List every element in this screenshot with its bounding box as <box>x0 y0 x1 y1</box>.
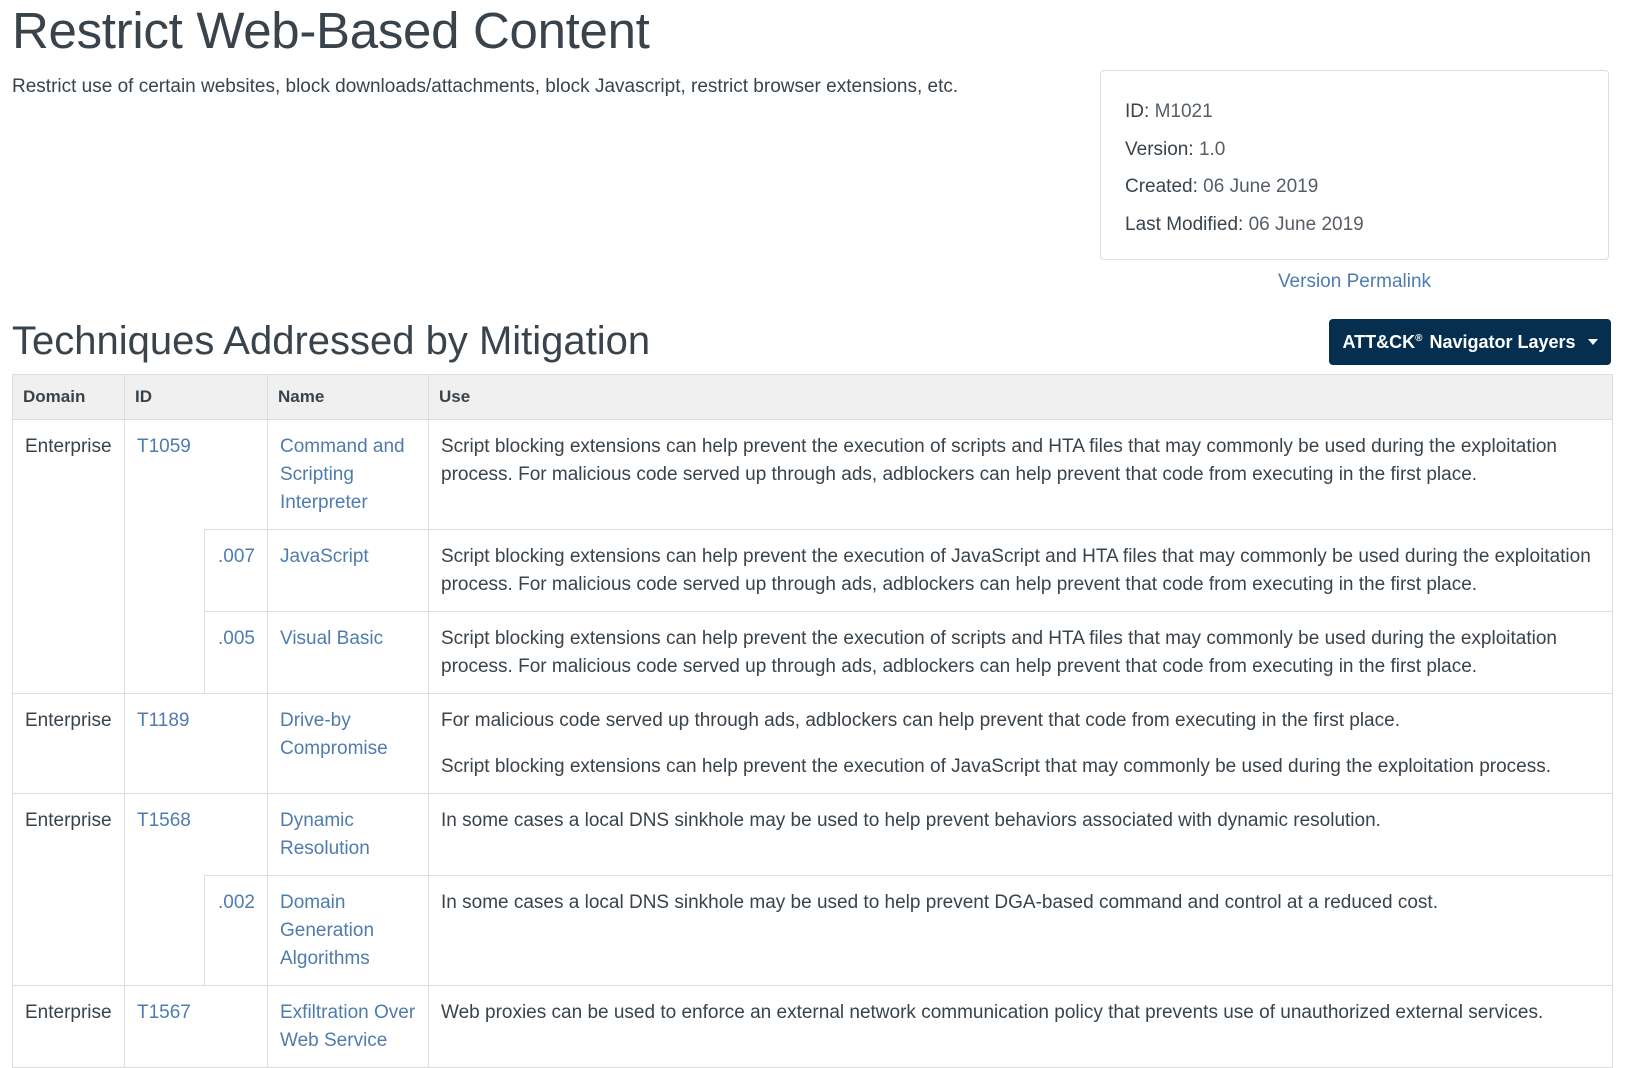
navigator-label-rest: Navigator Layers <box>1429 331 1576 352</box>
version-value: 1.0 <box>1198 138 1226 160</box>
domain-cell-empty <box>13 530 125 612</box>
card-modified-row <box>1125 206 1584 244</box>
technique-name-link[interactable]: JavaScript <box>280 546 369 567</box>
technique-name-cell <box>268 694 429 794</box>
technique-id-link[interactable]: T1189 <box>137 710 190 731</box>
navigator-layers-button[interactable] <box>1329 319 1611 365</box>
version-permalink-link[interactable]: Version Permalink <box>1277 271 1432 292</box>
use-cell <box>429 612 1613 694</box>
technique-id-cell <box>125 694 268 794</box>
subtechnique-id-cell <box>205 530 268 612</box>
technique-id-cell <box>125 420 268 530</box>
technique-id-cell <box>125 794 268 876</box>
technique-name-link[interactable]: Drive-by Compromise <box>280 710 388 759</box>
header-name: Name <box>268 375 429 420</box>
created-value: 06 June 2019 <box>1203 176 1319 197</box>
card-version-row <box>1125 131 1584 169</box>
technique-name-cell <box>268 794 429 876</box>
subtechnique-id-cell <box>205 612 268 694</box>
registered-mark: ® <box>1415 332 1423 344</box>
id-cell-empty <box>125 612 205 694</box>
use-text: In some cases a local DNS sinkhole may be used to help prevent DGA-based command and control at a reduced cost. <box>441 892 1438 913</box>
card-id-row <box>1125 93 1584 131</box>
modified-value: 06 June 2019 <box>1248 213 1364 235</box>
use-cell <box>429 986 1613 1068</box>
modified-label: Last Modified: <box>1125 213 1244 235</box>
header-domain: Domain <box>13 375 125 420</box>
use-cell <box>429 694 1613 794</box>
mitigation-description: Restrict use of certain websites, block downloads/attachments, block Javascript, restrict browser extensions, etc. <box>12 76 959 97</box>
domain-cell-empty <box>13 876 125 986</box>
subtechnique-id-link[interactable]: .002 <box>218 892 255 913</box>
id-label: ID: <box>1125 101 1150 122</box>
id-value: M1021 <box>1154 101 1213 122</box>
technique-name-cell <box>268 420 429 530</box>
technique-name-link[interactable]: Command and Scripting Interpreter <box>280 436 405 513</box>
subtechnique-id-link[interactable]: .007 <box>218 546 255 567</box>
header-use: Use <box>429 375 1613 420</box>
technique-name-link[interactable]: Exfiltration Over Web Service <box>280 1002 416 1051</box>
domain-cell: Enterprise <box>13 986 125 1068</box>
created-label: Created: <box>1125 176 1198 197</box>
table-row <box>13 612 1613 694</box>
technique-id-link[interactable]: T1567 <box>137 1002 191 1023</box>
use-text: Web proxies can be used to enforce an external network communication policy that prevents use of unauthorized external services. <box>441 1002 1544 1023</box>
technique-name-cell <box>268 530 429 612</box>
technique-id-link[interactable]: T1568 <box>137 810 191 831</box>
header-id: ID <box>125 375 268 420</box>
domain-cell: Enterprise <box>13 420 125 530</box>
use-text: Script blocking extensions can help prevent the execution of JavaScript that may commonly be used during the exploitation process. <box>441 756 1552 777</box>
use-cell <box>429 794 1613 876</box>
table-row <box>13 986 1613 1068</box>
info-card <box>1100 70 1609 260</box>
domain-cell: Enterprise <box>13 794 125 876</box>
section-title: Techniques Addressed by Mitigation <box>12 319 651 363</box>
navigator-label-main: ATT&CK <box>1342 331 1416 352</box>
use-cell <box>429 530 1613 612</box>
use-cell <box>429 876 1613 986</box>
technique-name-cell <box>268 612 429 694</box>
card-created-row <box>1125 168 1584 206</box>
version-label: Version: <box>1125 138 1194 160</box>
technique-name-link[interactable]: Dynamic Resolution <box>280 810 370 859</box>
use-cell <box>429 420 1613 530</box>
use-text: Script blocking extensions can help prevent the execution of scripts and HTA files that may commonly be used during the exploitation process. For malicious code served up through ads, adblockers can help prevent that code from executing in the first place. <box>441 628 1557 677</box>
use-text: Script blocking extensions can help prevent the execution of JavaScript and HTA files that may commonly be used during the exploitation process. For malicious code served up through ads, adblockers can help prevent that code from executing in the first place. <box>441 546 1591 595</box>
technique-name-link[interactable]: Domain Generation Algorithms <box>280 892 375 969</box>
table-row <box>13 420 1613 530</box>
technique-id-link[interactable]: T1059 <box>137 436 191 457</box>
technique-name-cell <box>268 876 429 986</box>
technique-id-cell <box>125 986 268 1068</box>
technique-name-link[interactable]: Visual Basic <box>280 628 384 649</box>
table-row <box>13 694 1613 794</box>
technique-name-cell <box>268 986 429 1068</box>
use-text: Script blocking extensions can help prevent the execution of scripts and HTA files that may commonly be used during the exploitation process. For malicious code served up through ads, adblockers can help prevent that code from executing in the first place. <box>441 436 1557 485</box>
subtechnique-id-cell <box>205 876 268 986</box>
table-row <box>13 530 1613 612</box>
table-row <box>13 794 1613 876</box>
techniques-table <box>12 374 1613 1068</box>
caret-down-icon <box>1588 339 1598 345</box>
use-text: In some cases a local DNS sinkhole may be used to help prevent behaviors associated with dynamic resolution. <box>441 810 1381 831</box>
page-title: Restrict Web-Based Content <box>12 2 650 59</box>
domain-cell-empty <box>13 612 125 694</box>
table-row <box>13 876 1613 986</box>
id-cell-empty <box>125 876 205 986</box>
id-cell-empty <box>125 530 205 612</box>
domain-cell: Enterprise <box>13 694 125 794</box>
use-text: For malicious code served up through ads, adblockers can help prevent that code from executing in the first place. <box>441 710 1400 731</box>
subtechnique-id-link[interactable]: .005 <box>218 628 255 649</box>
techniques-table-wrapper <box>12 374 1612 1068</box>
table-header-row <box>13 375 1613 420</box>
